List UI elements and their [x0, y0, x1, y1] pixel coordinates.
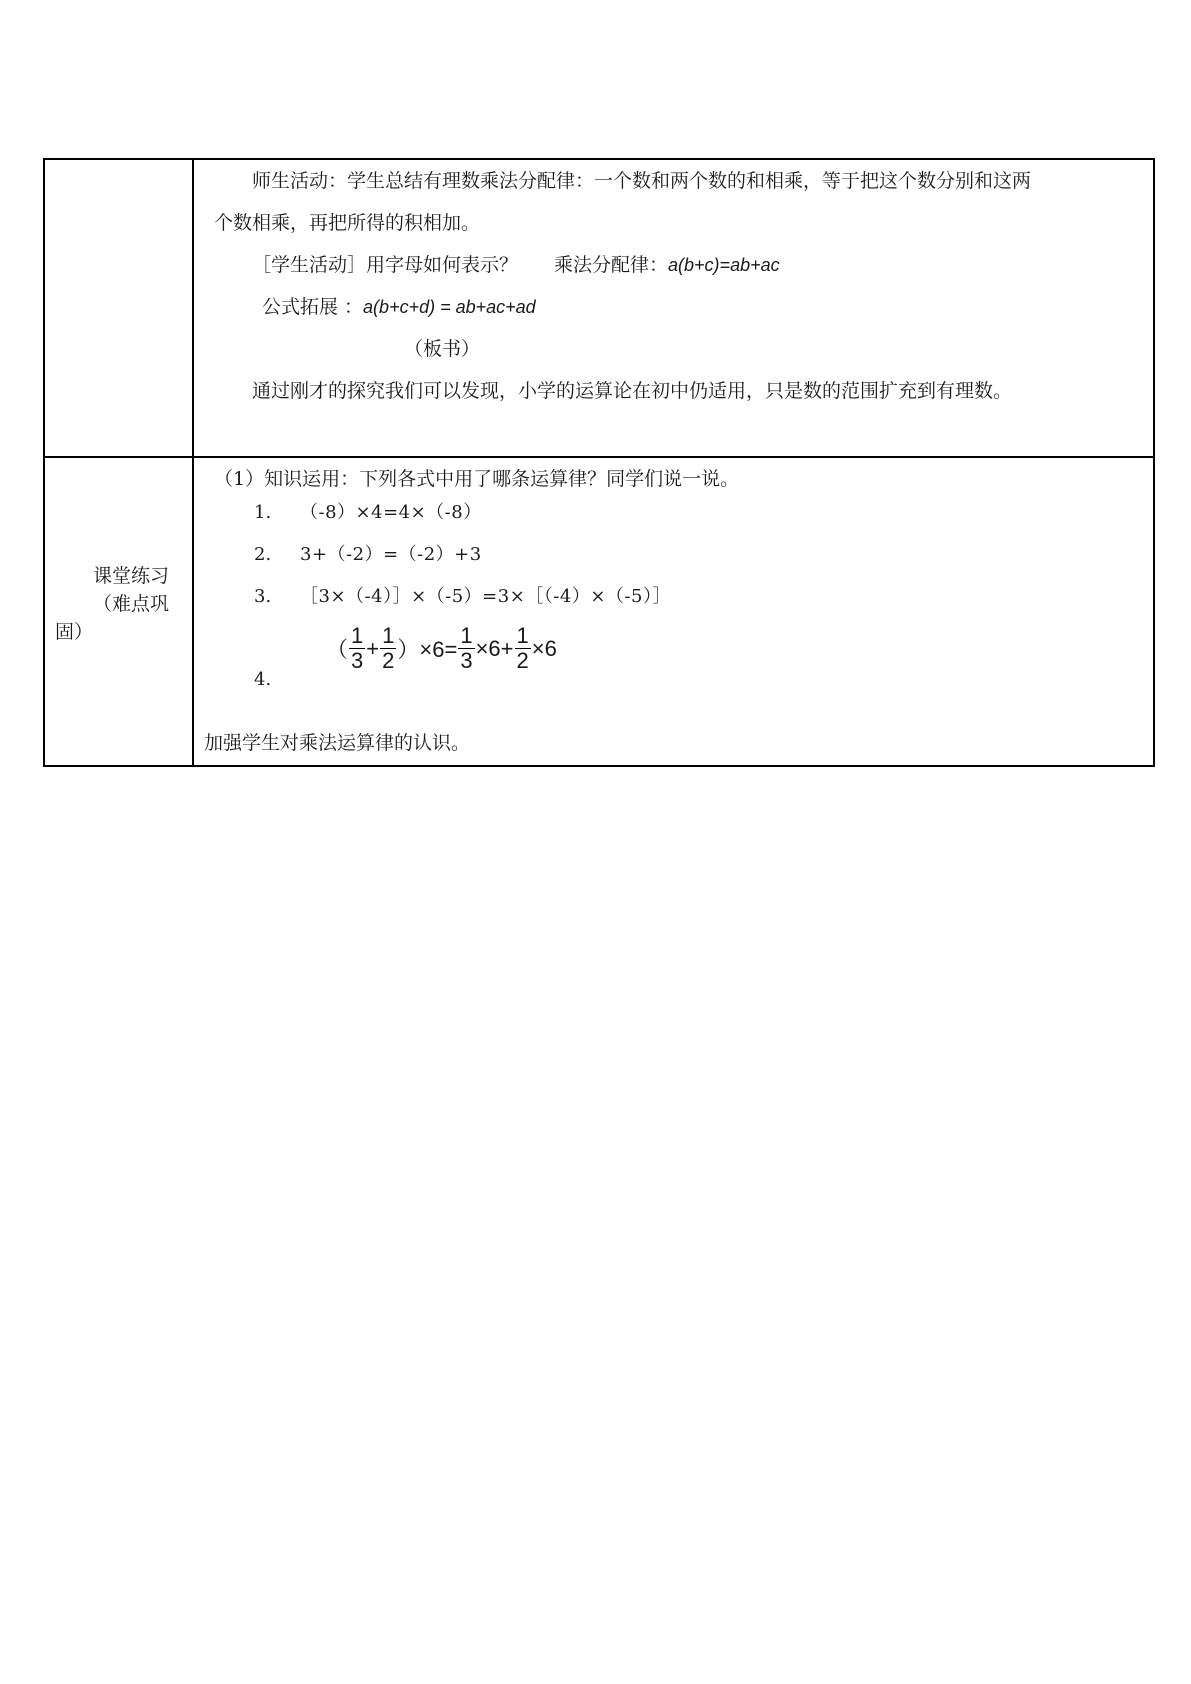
- paragraph-formula-extension: [262, 294, 536, 320]
- paragraph-conclusion-inquiry: 通过刚才的探究我们可以发现，小学的运算论在初中仍适用，只是数的范围扩充到有理数。: [252, 380, 1013, 402]
- item-number: 3.: [254, 586, 272, 607]
- fraction: [349, 624, 365, 673]
- paragraph-teacher-activity-cont: 个数相乘，再把所得的积相加。: [214, 212, 481, 234]
- operator: ×6: [531, 635, 557, 661]
- fraction-denominator: 3: [460, 648, 473, 673]
- fraction-numerator: 1: [516, 623, 529, 648]
- distributive-law-label: 乘法分配律：: [554, 254, 669, 276]
- fraction: [458, 624, 474, 673]
- right-cell-distributive-law: [193, 159, 1154, 457]
- right-cell-practice: [193, 457, 1154, 766]
- operator: ×6+: [475, 635, 514, 661]
- fraction-numerator: 1: [460, 623, 473, 648]
- side-label-line2: （难点巩: [93, 593, 170, 615]
- practice-intro: （1）知识运用：下列各式中用了哪条运算律？同学们说一说。: [214, 468, 740, 490]
- item-number: 4.: [254, 669, 272, 690]
- left-cell-classroom-practice: [44, 457, 193, 766]
- item-expression: 3+（-2）=（-2）+3: [300, 544, 482, 565]
- item-expression: ［3×（-4）］×（-5）=3×［（-4）×（-5）］: [300, 586, 671, 607]
- fraction-denominator: 2: [382, 648, 395, 673]
- fraction: [380, 624, 396, 673]
- fraction-numerator: 1: [382, 623, 395, 648]
- item-number: 2.: [254, 544, 272, 565]
- left-cell-empty: [44, 159, 193, 457]
- paragraph-teacher-activity: 师生活动：学生总结有理数乘法分配律：一个数和两个数的和相乘，等于把这个数分别和这两: [252, 170, 1032, 192]
- side-label-line1: 课堂练习: [93, 565, 170, 587]
- side-label-line3: 固）: [55, 621, 94, 643]
- fraction: [515, 624, 531, 673]
- practice-conclusion: 加强学生对乘法运算律的认识。: [204, 732, 471, 754]
- fraction-denominator: 3: [351, 648, 364, 673]
- item-expression: （-8）×4=4×（-8）: [300, 502, 482, 523]
- table-row: [44, 457, 1154, 766]
- paren-open: （: [326, 637, 349, 662]
- operator: ）×6=: [397, 637, 458, 662]
- distributive-law-formula: a(b+c)=ab+ac: [668, 255, 780, 275]
- formula-extension-formula: a(b+c+d) = ab+ac+ad: [363, 297, 536, 317]
- lesson-table: [43, 158, 1155, 767]
- operator: +: [366, 635, 380, 661]
- item-number: 1.: [254, 502, 272, 523]
- item-expression-fractions: [326, 624, 557, 673]
- student-activity-question: ［学生活动］用字母如何表示？: [252, 254, 519, 276]
- formula-extension-label: 公式拓展 ：: [262, 296, 364, 318]
- fraction-numerator: 1: [351, 623, 364, 648]
- table-row: [44, 159, 1154, 457]
- paragraph-student-activity: [252, 252, 780, 278]
- blackboard-note: （板书）: [404, 338, 481, 360]
- fraction-denominator: 2: [516, 648, 529, 673]
